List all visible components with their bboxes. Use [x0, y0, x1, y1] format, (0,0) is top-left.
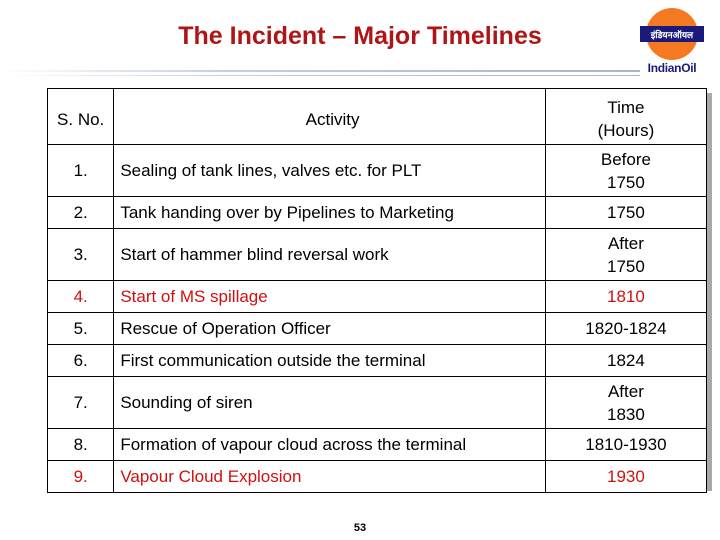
row-time-line1: Before	[600, 149, 651, 169]
header-rule	[0, 70, 640, 72]
row-no: 5.	[48, 313, 114, 345]
row-time-line2: 1750	[607, 256, 645, 276]
header-activity: Activity	[114, 89, 546, 145]
logo-wordmark: IndianOil	[647, 61, 697, 75]
indianoil-logo	[630, 6, 714, 76]
timeline-table	[47, 88, 707, 493]
header-time-line2: (Hours)	[597, 121, 655, 140]
table-row	[48, 145, 707, 197]
row-time: 1810-1930	[545, 429, 706, 461]
row-time	[545, 145, 706, 197]
row-time: 1930	[545, 461, 706, 493]
header-time-line1: Time	[607, 98, 645, 117]
row-no: 4.	[48, 281, 114, 313]
header-time	[545, 89, 706, 145]
table-row	[48, 377, 707, 429]
row-no: 6.	[48, 345, 114, 377]
row-time	[545, 229, 706, 281]
row-time-line2: 1830	[607, 404, 645, 424]
row-time-line1: After	[607, 233, 644, 253]
row-time: 1810	[545, 281, 706, 313]
header-rule-thin	[0, 75, 640, 76]
row-no: 9.	[48, 461, 114, 493]
logo-hindi-text: इंडियनऑयल	[650, 31, 694, 41]
row-activity: Tank handing over by Pipelines to Marketing	[114, 197, 546, 229]
page-number: 53	[353, 522, 367, 534]
indianoil-emblem-icon	[630, 6, 714, 64]
table-row	[48, 197, 707, 229]
row-time-line2: 1750	[607, 172, 645, 192]
row-activity: Sounding of siren	[114, 377, 546, 429]
row-activity: Formation of vapour cloud across the terminal	[114, 429, 546, 461]
row-no: 8.	[48, 429, 114, 461]
row-activity: Start of hammer blind reversal work	[114, 229, 546, 281]
row-activity: Sealing of tank lines, valves etc. for PLT	[114, 145, 546, 197]
row-time	[545, 377, 706, 429]
row-no: 7.	[48, 377, 114, 429]
row-time: 1820-1824	[545, 313, 706, 345]
row-activity: Start of MS spillage	[114, 281, 546, 313]
row-activity: Rescue of Operation Officer	[114, 313, 546, 345]
row-time: 1824	[545, 345, 706, 377]
row-activity: First communication outside the terminal	[114, 345, 546, 377]
row-time: 1750	[545, 197, 706, 229]
table-row	[48, 281, 707, 313]
row-no: 2.	[48, 197, 114, 229]
row-no: 3.	[48, 229, 114, 281]
table-row	[48, 345, 707, 377]
table-header-row	[48, 89, 707, 145]
table-row	[48, 229, 707, 281]
table-row	[48, 313, 707, 345]
row-activity: Vapour Cloud Explosion	[114, 461, 546, 493]
row-no: 1.	[48, 145, 114, 197]
table-row	[48, 461, 707, 493]
row-time-line1: After	[607, 381, 644, 401]
header-sno: S. No.	[48, 89, 114, 145]
table-row	[48, 429, 707, 461]
slide-title: The Incident – Major Timelines	[178, 22, 542, 50]
